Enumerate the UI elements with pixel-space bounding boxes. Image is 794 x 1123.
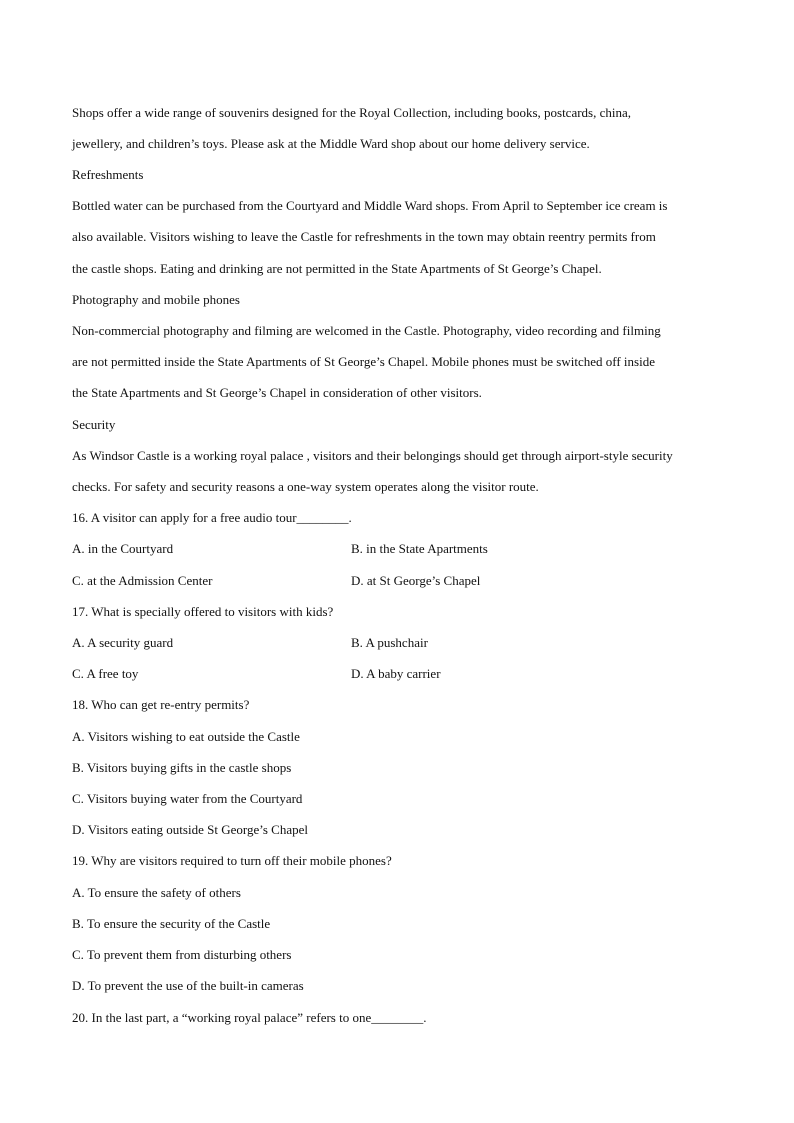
shops-paragraph-line-1: Shops offer a wide range of souvenirs designed for the Royal Collection, including books, postcards, china, xyxy=(72,105,632,120)
refreshments-heading: Refreshments xyxy=(72,167,144,182)
security-line-1: As Windsor Castle is a working royal palace , visitors and their belongings should get through airport-style security xyxy=(72,448,673,463)
question-16-option-a: A. in the Courtyard xyxy=(72,541,174,556)
photography-line-1: Non-commercial photography and filming are welcomed in the Castle. Photography, video recording and filming xyxy=(72,323,661,338)
question-19-option-d: D. To prevent the use of the built-in cameras xyxy=(72,978,304,993)
question-18-option-d: D. Visitors eating outside St George’s Chapel xyxy=(72,822,308,837)
refreshments-line-3: the castle shops. Eating and drinking are not permitted in the State Apartments of St George’s Chapel. xyxy=(72,261,602,276)
question-17-option-d: D. A baby carrier xyxy=(351,666,441,681)
photography-line-2: are not permitted inside the State Apartments of St George’s Chapel. Mobile phones must be switched off inside xyxy=(72,354,655,369)
question-19-option-b: B. To ensure the security of the Castle xyxy=(72,916,271,931)
photography-line-3: the State Apartments and St George’s Chapel in consideration of other visitors. xyxy=(72,385,482,400)
question-19-option-c: C. To prevent them from disturbing others xyxy=(72,947,292,962)
question-16-option-d: D. at St George’s Chapel xyxy=(351,573,481,588)
question-17-option-c: C. A free toy xyxy=(72,666,139,681)
question-18-option-c: C. Visitors buying water from the Courtyard xyxy=(72,791,303,806)
refreshments-line-1: Bottled water can be purchased from the Courtyard and Middle Ward shops. From April to September ice cream is xyxy=(72,198,668,213)
question-17-stem: 17. What is specially offered to visitors with kids? xyxy=(72,604,334,619)
photography-heading: Photography and mobile phones xyxy=(72,292,240,307)
question-16-option-b: B. in the State Apartments xyxy=(351,541,488,556)
shops-paragraph-line-2: jewellery, and children’s toys. Please ask at the Middle Ward shop about our home delivery service. xyxy=(72,136,590,151)
refreshments-line-2: also available. Visitors wishing to leave the Castle for refreshments in the town may obtain reentry permits from xyxy=(72,229,656,244)
question-19-option-a: A. To ensure the safety of others xyxy=(72,885,241,900)
question-16-stem: 16. A visitor can apply for a free audio tour________. xyxy=(72,510,352,525)
question-18-option-b: B. Visitors buying gifts in the castle shops xyxy=(72,760,292,775)
question-17-option-b: B. A pushchair xyxy=(351,635,428,650)
security-line-2: checks. For safety and security reasons a one-way system operates along the visitor route. xyxy=(72,479,539,494)
question-17-option-a: A. A security guard xyxy=(72,635,174,650)
question-16-option-c: C. at the Admission Center xyxy=(72,573,213,588)
question-18-option-a: A. Visitors wishing to eat outside the Castle xyxy=(72,729,300,744)
question-20-stem: 20. In the last part, a “working royal palace” refers to one________. xyxy=(72,1010,427,1025)
question-18-stem: 18. Who can get re-entry permits? xyxy=(72,697,250,712)
question-19-stem: 19. Why are visitors required to turn off their mobile phones? xyxy=(72,853,392,868)
security-heading: Security xyxy=(72,417,116,432)
